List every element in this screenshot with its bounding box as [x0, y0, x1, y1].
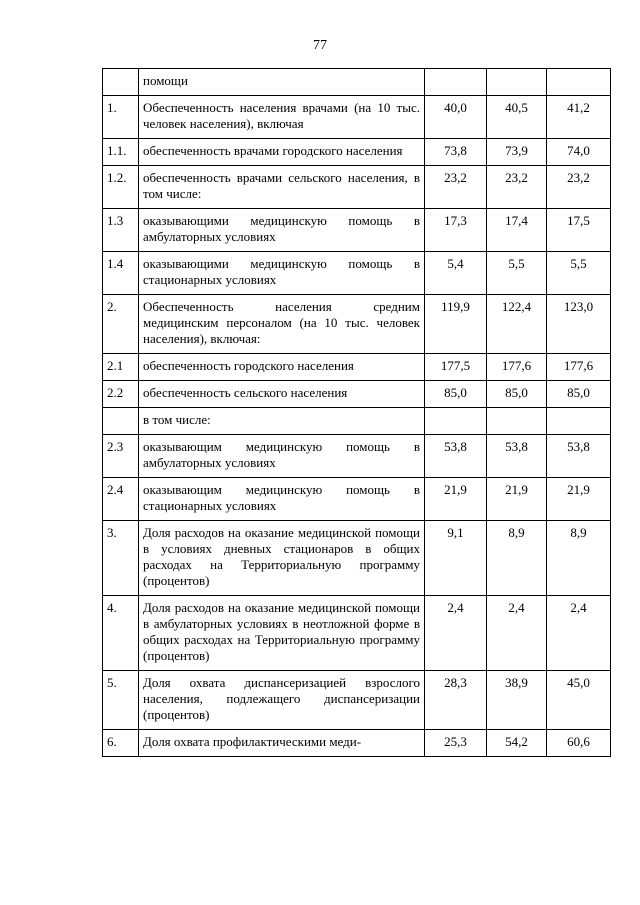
value-col-3: 5,5	[547, 252, 611, 295]
row-number: 5.	[103, 671, 139, 730]
table-row	[103, 166, 611, 209]
row-number	[103, 69, 139, 96]
table-row	[103, 69, 611, 96]
value-col-3: 17,5	[547, 209, 611, 252]
row-number: 2.3	[103, 435, 139, 478]
indicator-name: обеспеченность врачами сельского населения, в том числе:	[139, 166, 425, 209]
row-number: 3.	[103, 521, 139, 596]
table-row	[103, 252, 611, 295]
value-col-1: 53,8	[425, 435, 487, 478]
table-row	[103, 96, 611, 139]
value-col-1: 119,9	[425, 295, 487, 354]
value-col-2: 54,2	[487, 730, 547, 757]
row-number: 2.4	[103, 478, 139, 521]
value-col-3: 8,9	[547, 521, 611, 596]
indicator-name: оказывающим медицинскую помощь в амбулаторных условиях	[139, 435, 425, 478]
value-col-2: 17,4	[487, 209, 547, 252]
value-col-3: 85,0	[547, 381, 611, 408]
table-row	[103, 596, 611, 671]
value-col-1: 73,8	[425, 139, 487, 166]
table-row	[103, 671, 611, 730]
value-col-1: 177,5	[425, 354, 487, 381]
indicator-name: Доля охвата профилактическими меди-	[139, 730, 425, 757]
indicator-name: оказывающими медицинскую помощь в амбулаторных условиях	[139, 209, 425, 252]
table-row	[103, 521, 611, 596]
value-col-2	[487, 69, 547, 96]
value-col-1	[425, 69, 487, 96]
value-col-1: 5,4	[425, 252, 487, 295]
value-col-2: 21,9	[487, 478, 547, 521]
table-row	[103, 354, 611, 381]
indicator-name: Доля охвата диспансеризацией взрослого населения, подлежащего диспансеризации (процентов)	[139, 671, 425, 730]
value-col-3: 123,0	[547, 295, 611, 354]
value-col-1: 21,9	[425, 478, 487, 521]
indicator-name: в том числе:	[139, 408, 425, 435]
table-row	[103, 295, 611, 354]
value-col-2: 38,9	[487, 671, 547, 730]
value-col-2	[487, 408, 547, 435]
table-row	[103, 209, 611, 252]
value-col-3: 74,0	[547, 139, 611, 166]
indicator-name: оказывающими медицинскую помощь в стационарных условиях	[139, 252, 425, 295]
value-col-2: 5,5	[487, 252, 547, 295]
value-col-1: 28,3	[425, 671, 487, 730]
value-col-3	[547, 408, 611, 435]
indicator-name: обеспеченность городского населения	[139, 354, 425, 381]
value-col-1: 2,4	[425, 596, 487, 671]
row-number: 1.	[103, 96, 139, 139]
indicator-name: Доля расходов на оказание медицинской помощи в условиях дневных стационаров в общих расходах на Территориальную программу (процентов)	[139, 521, 425, 596]
value-col-1: 9,1	[425, 521, 487, 596]
value-col-2: 122,4	[487, 295, 547, 354]
indicator-name: оказывающим медицинскую помощь в стационарных условиях	[139, 478, 425, 521]
value-col-3: 2,4	[547, 596, 611, 671]
row-number: 1.3	[103, 209, 139, 252]
value-col-1: 85,0	[425, 381, 487, 408]
row-number	[103, 408, 139, 435]
table-row	[103, 435, 611, 478]
indicator-name: помощи	[139, 69, 425, 96]
page-number: 77	[313, 38, 327, 53]
value-col-3: 53,8	[547, 435, 611, 478]
indicator-name: Обеспеченность населения врачами (на 10 тыс. человек населения), включая	[139, 96, 425, 139]
indicators-table	[102, 68, 611, 757]
value-col-1: 40,0	[425, 96, 487, 139]
table-row	[103, 381, 611, 408]
value-col-2: 53,8	[487, 435, 547, 478]
row-number: 1.4	[103, 252, 139, 295]
value-col-3: 21,9	[547, 478, 611, 521]
table-row	[103, 139, 611, 166]
value-col-3: 23,2	[547, 166, 611, 209]
row-number: 1.1.	[103, 139, 139, 166]
table-row	[103, 408, 611, 435]
value-col-3: 177,6	[547, 354, 611, 381]
value-col-2: 85,0	[487, 381, 547, 408]
row-number: 4.	[103, 596, 139, 671]
row-number: 2.1	[103, 354, 139, 381]
value-col-1: 25,3	[425, 730, 487, 757]
value-col-2: 73,9	[487, 139, 547, 166]
row-number: 6.	[103, 730, 139, 757]
row-number: 2.	[103, 295, 139, 354]
value-col-2: 177,6	[487, 354, 547, 381]
indicator-name: обеспеченность сельского населения	[139, 381, 425, 408]
row-number: 2.2	[103, 381, 139, 408]
table-row	[103, 478, 611, 521]
value-col-3	[547, 69, 611, 96]
value-col-2: 23,2	[487, 166, 547, 209]
table-row	[103, 730, 611, 757]
value-col-3: 41,2	[547, 96, 611, 139]
value-col-2: 2,4	[487, 596, 547, 671]
indicator-name: Доля расходов на оказание медицинской помощи в амбулаторных условиях в неотложной форме в общих расходах на Территориальную программу (процентов)	[139, 596, 425, 671]
value-col-3: 45,0	[547, 671, 611, 730]
indicator-name: обеспеченность врачами городского населения	[139, 139, 425, 166]
indicator-name: Обеспеченность населения средним медицинским персоналом (на 10 тыс. человек населения), включая:	[139, 295, 425, 354]
value-col-2: 40,5	[487, 96, 547, 139]
row-number: 1.2.	[103, 166, 139, 209]
value-col-2: 8,9	[487, 521, 547, 596]
value-col-1: 23,2	[425, 166, 487, 209]
value-col-1: 17,3	[425, 209, 487, 252]
value-col-3: 60,6	[547, 730, 611, 757]
value-col-1	[425, 408, 487, 435]
